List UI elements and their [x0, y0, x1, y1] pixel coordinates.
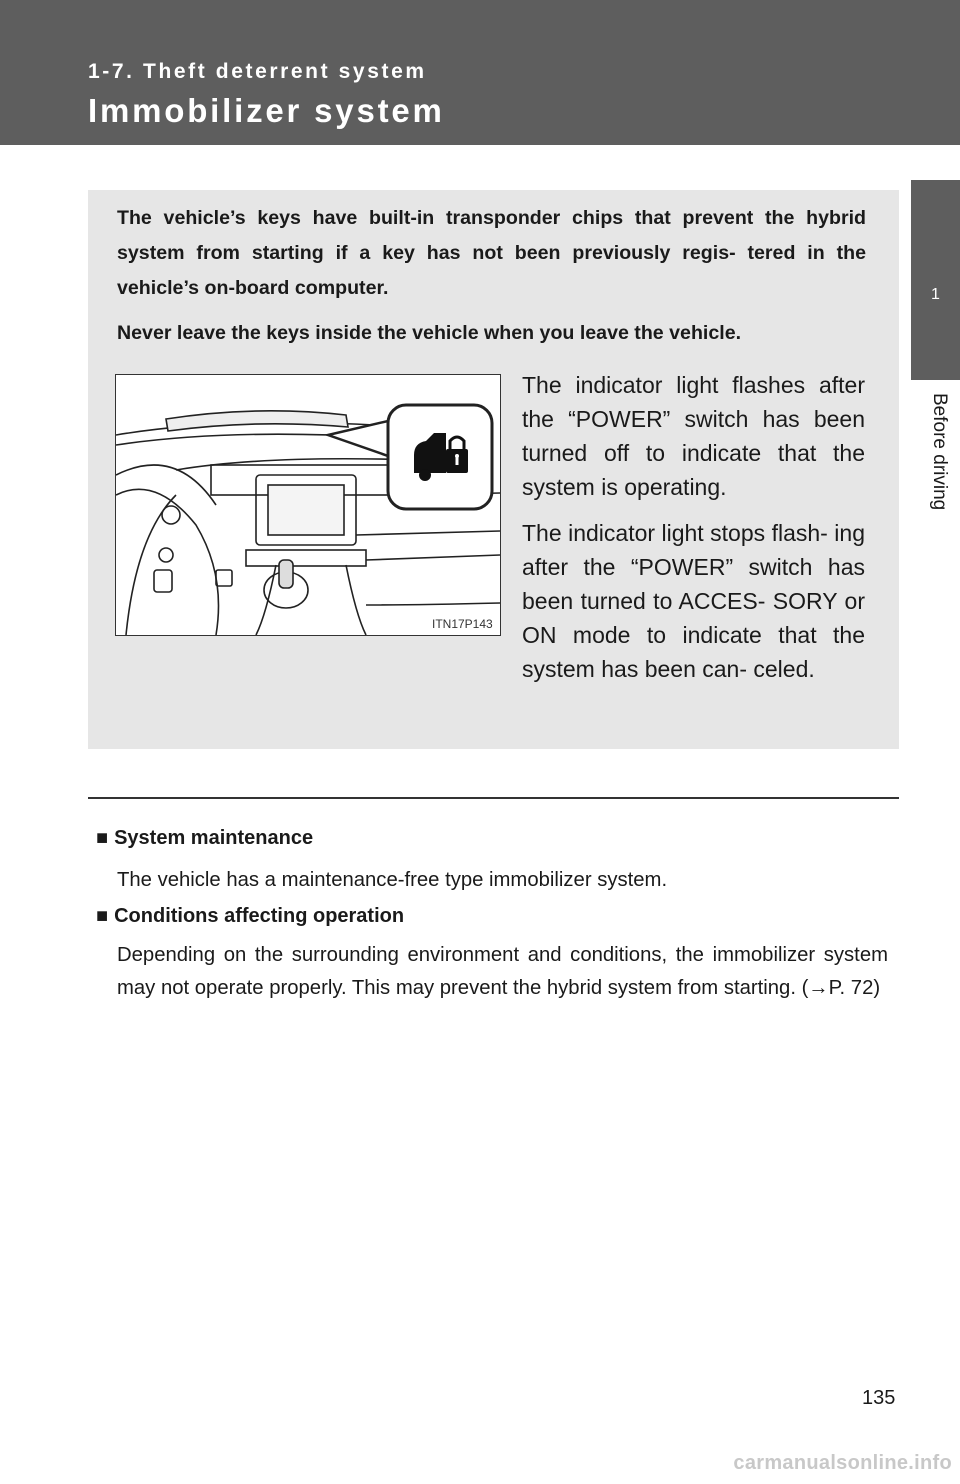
chapter-title: Before driving [929, 393, 950, 511]
bullet-square-icon: ■ [96, 905, 109, 927]
subheading-conditions [96, 902, 404, 930]
intro-paragraph: The vehicle’s keys have built-in transponder chips that prevent the hybrid system from starting if a key has not been previously regis- tered in the vehicle’s on-board computer. [117, 207, 866, 299]
chapter-number: 1 [931, 286, 940, 303]
section-divider [88, 797, 899, 799]
watermark: carmanualsonline.info [733, 1452, 952, 1474]
chapter-tab [911, 180, 960, 380]
section-label: 1-7. Theft deterrent system [88, 60, 427, 83]
page-title: Immobilizer system [88, 92, 445, 129]
indicator-description: The indicator light flashes after the “POWER” switch has been turned off to indicate that the system is operating. [522, 372, 865, 500]
indicator-cancel-description: The indicator light stops flash- ing after the “POWER” switch has been turned to ACCES- SORY or ON mode to indicate that the system has been can- celed. [522, 520, 865, 682]
bullet-square-icon: ■ [96, 827, 109, 849]
subheading-system-maintenance [96, 824, 313, 852]
intro-warning: Never leave the keys inside the vehicle when you leave the vehicle. [117, 322, 742, 344]
figure-code: ITN17P143 [432, 617, 493, 631]
subheading-label: System maintenance [114, 827, 314, 849]
body-text: Depending on the surrounding environment and conditions, the immobilizer system may not operate properly. This may prevent the hybrid system from starting. (→P. 72) [117, 944, 888, 999]
body-text: The vehicle has a maintenance-free type immobilizer system. [117, 869, 668, 891]
subheading-label: Conditions affecting operation [114, 905, 405, 927]
dashboard-drawing [116, 375, 500, 635]
page-number: 135 [862, 1387, 896, 1409]
dashboard-illustration [115, 374, 501, 636]
